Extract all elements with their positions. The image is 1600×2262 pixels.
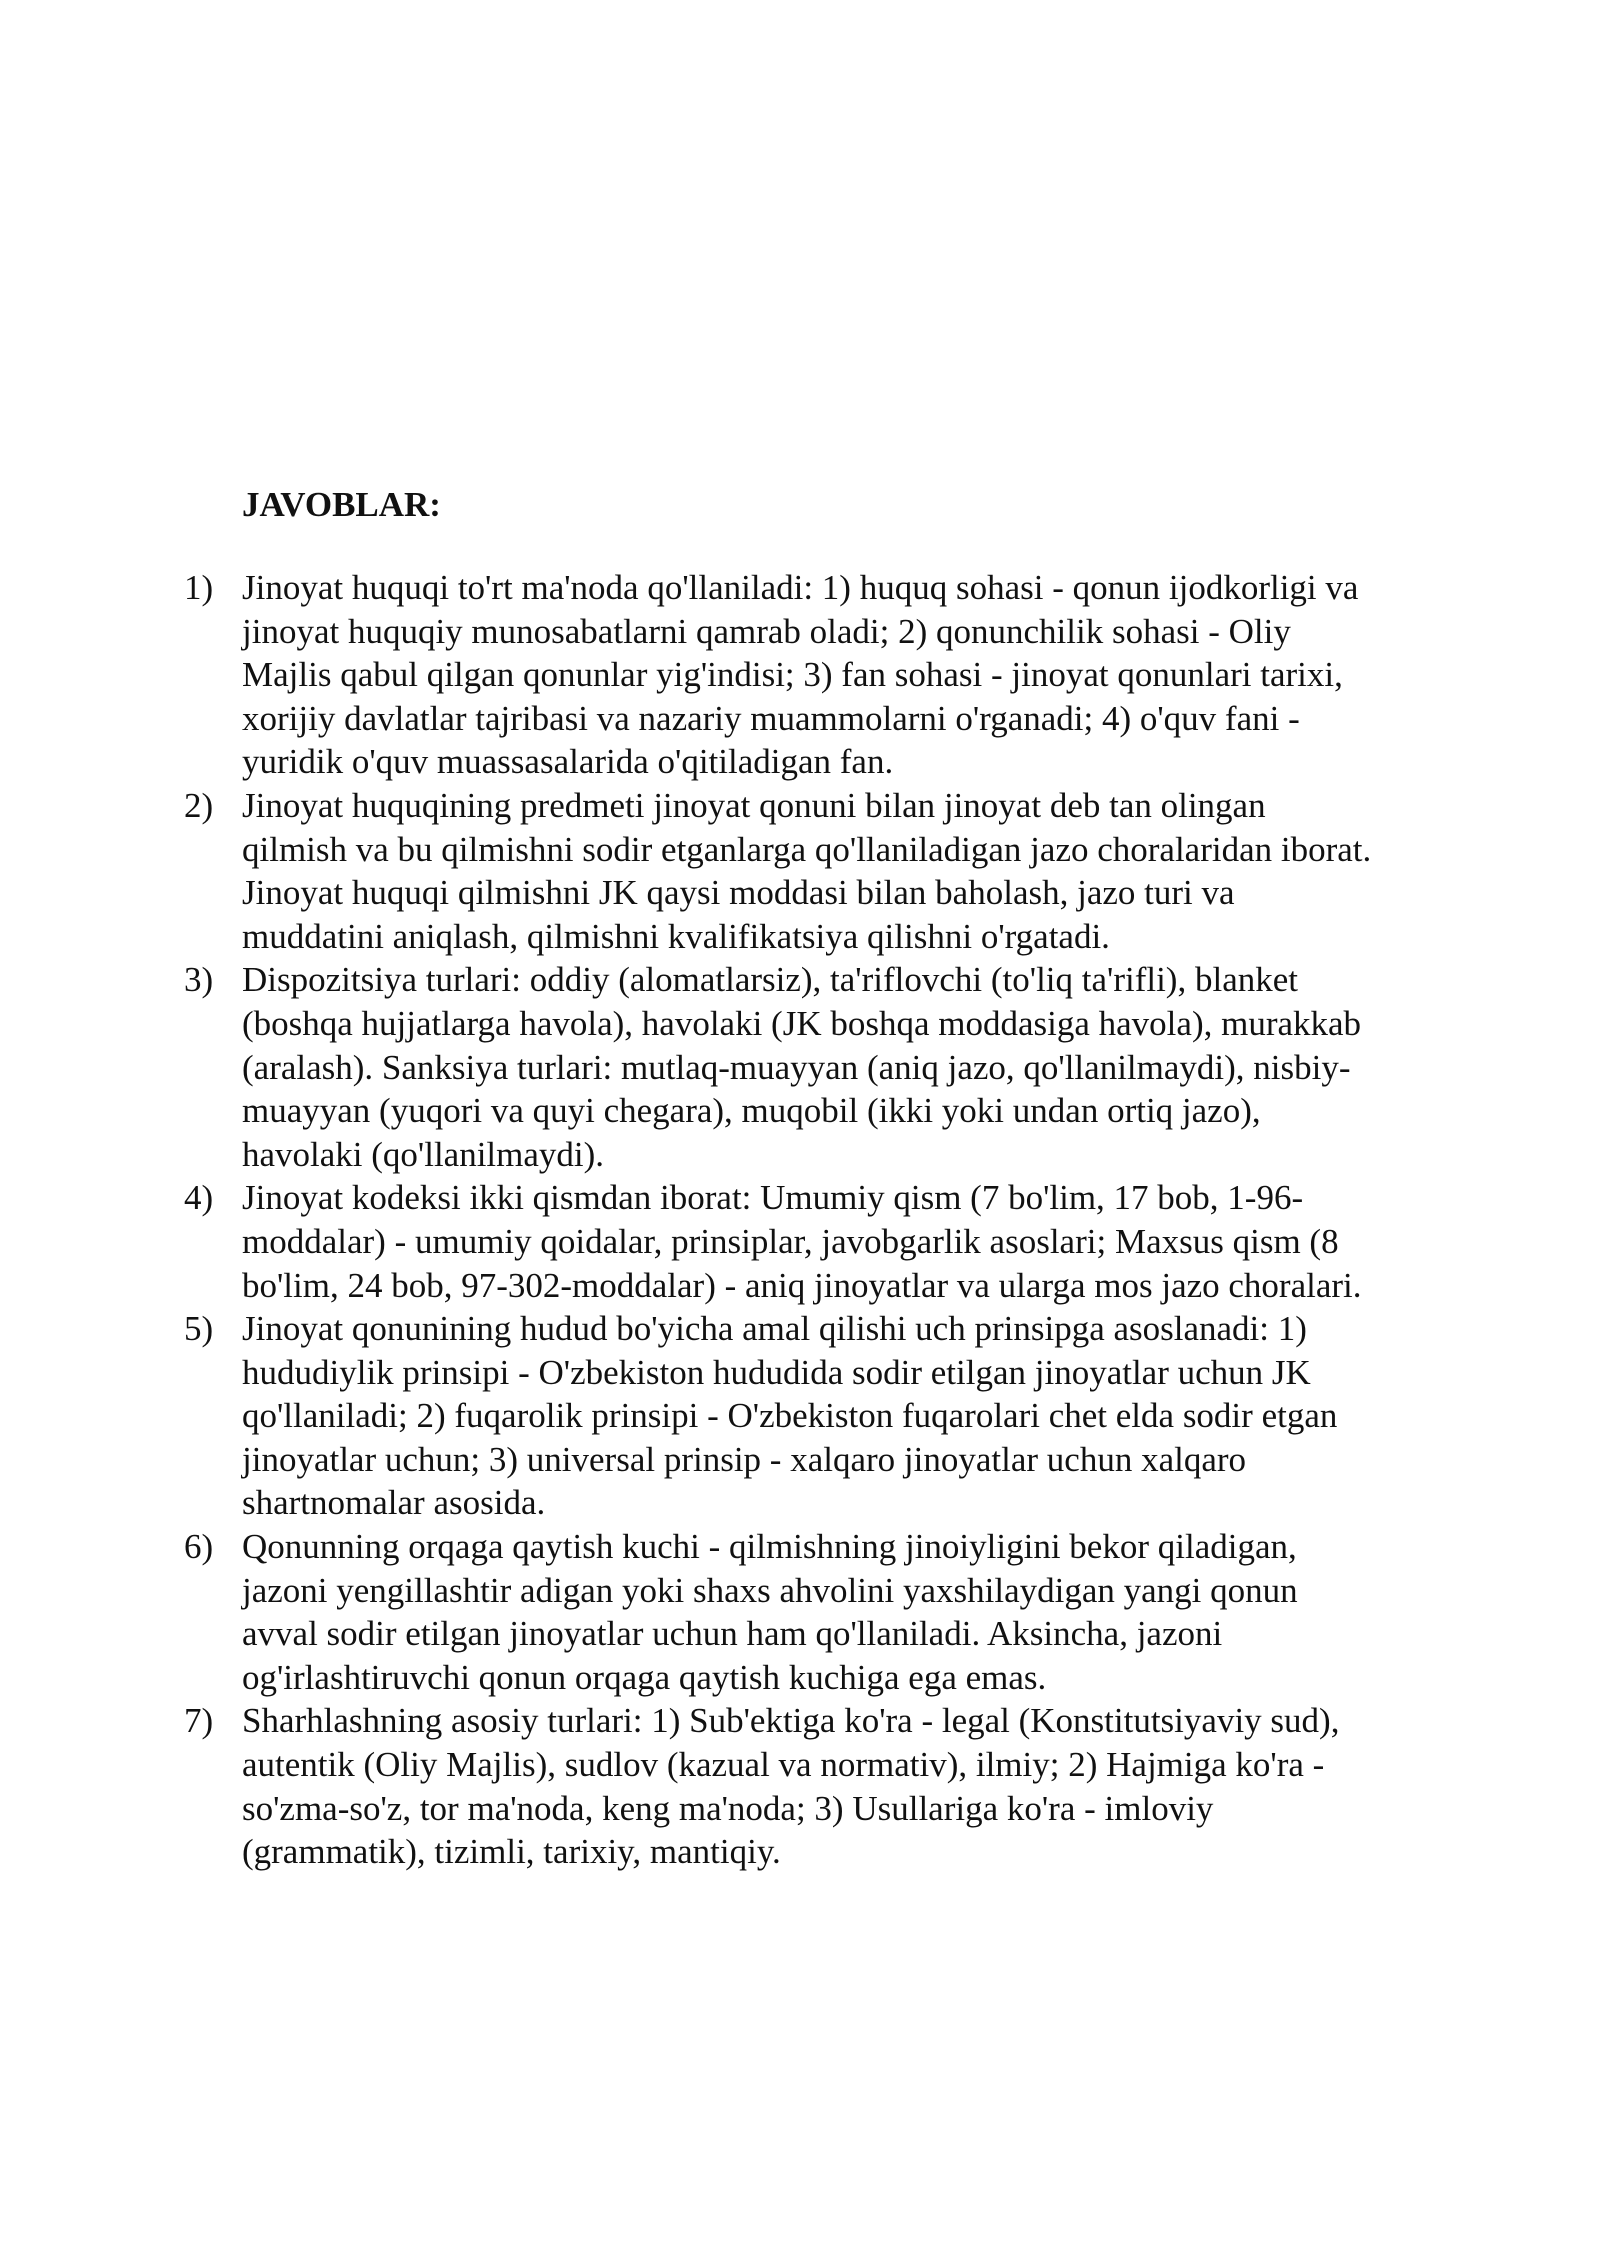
answer-text: Jinoyat huquqi to'rt ma'noda qo'llaniladi: 1) huquq sohasi - qonun ijodkorligi va jinoyat huquqiy munosabatlarni qamrab oladi; 2) qonunchilik sohasi - Oliy Majlis qabul qilgan qonunlar yig'indisi; 3) fan sohasi - jinoyat qonunlari tarixi, xorijiy davlatlar tajribasi va nazariy muammolarni o'rganadi; 4) o'quv fani - yuridik o'quv muassasalarida o'qitiladigan fan.: [242, 568, 1359, 782]
answer-item-3: [176, 958, 1376, 1176]
answer-number: 7): [184, 1701, 214, 1741]
answer-text: Sharhlashning asosiy turlari: 1) Sub'ektiga ko'ra - legal (Konstitutsiyaviy sud), autentik (Oliy Majlis), sudlov (kazual va normativ), ilmiy; 2) Hajmiga ko'ra - so'zma-so'z, tor ma'noda, keng ma'noda; 3) Usullariga ko'ra - imloviy (grammatik), tizimli, tarixiy, mantiqiy.: [242, 1701, 1340, 1872]
answer-item-4: [176, 1176, 1376, 1307]
answer-item-5: [176, 1307, 1376, 1525]
answer-number: 3): [184, 960, 214, 1000]
answer-item-2: [176, 784, 1376, 958]
answer-number: 5): [184, 1309, 214, 1349]
answers-list: [176, 566, 1376, 1874]
answer-number: 6): [184, 1527, 214, 1567]
answer-text: Qonunning orqaga qaytish kuchi - qilmishning jinoiyligini bekor qiladigan, jazoni yengillashtir adigan yoki shaxs ahvolini yaxshilaydigan yangi qonun avval sodir etilgan jinoyatlar uchun ham qo'llaniladi. Aksincha, jazoni og'irlashtiruvchi qonun orqaga qaytish kuchiga ega emas.: [242, 1527, 1298, 1697]
answer-text: Jinoyat huquqining predmeti jinoyat qonuni bilan jinoyat deb tan olingan qilmish va bu qilmishni sodir etganlarga qo'llaniladigan jazo choralaridan iborat. Jinoyat huquqi qilmishni JK qaysi moddasi bilan baholash, jazo turi va muddatini aniqlash, qilmishni kvalifikatsiya qilishni o'rgatadi.: [242, 785, 1372, 956]
answer-item-7: [176, 1699, 1376, 1873]
answer-item-6: [176, 1525, 1376, 1699]
answer-item-1: [176, 566, 1376, 784]
answer-number: 4): [184, 1178, 214, 1218]
answer-text: Dispozitsiya turlari: oddiy (alomatlarsiz), ta'riflovchi (to'liq ta'rifli), blanket (boshqa hujjatlarga havola), havolaki (JK boshqa moddasiga havola), murakkab (aralash). Sanksiya turlari: mutlaq-muayyan (aniq jazo, qo'llanilmaydi), nisbiy-muayyan (yuqori va quyi chegara), muqobil (ikki yoki undan ortiq jazo), havolaki (qo'llanilmaydi).: [242, 960, 1362, 1174]
answer-number: 2): [184, 785, 214, 825]
answer-text: Jinoyat kodeksi ikki qismdan iborat: Umumiy qism (7 bo'lim, 17 bob, 1-96-moddalar) - umumiy qoidalar, prinsiplar, javobgarlik asoslari; Maxsus qism (8 bo'lim, 24 bob, 97-302-moddalar) - aniq jinoyatlar va ularga mos jazo choralari.: [242, 1178, 1362, 1305]
page-heading: JAVOBLAR:: [242, 485, 441, 524]
answer-text: Jinoyat qonunining hudud bo'yicha amal qilishi uch prinsipga asoslanadi: 1) hududiylik prinsipi - O'zbekiston hududida sodir etilgan jinoyatlar uchun JK qo'llaniladi; 2) fuqarolik prinsipi - O'zbekiston fuqarolari chet elda sodir etgan jinoyatlar uchun; 3) universal prinsip - xalqaro jinoyatlar uchun xalqaro shartnomalar asosida.: [242, 1309, 1338, 1523]
answer-number: 1): [184, 568, 214, 607]
